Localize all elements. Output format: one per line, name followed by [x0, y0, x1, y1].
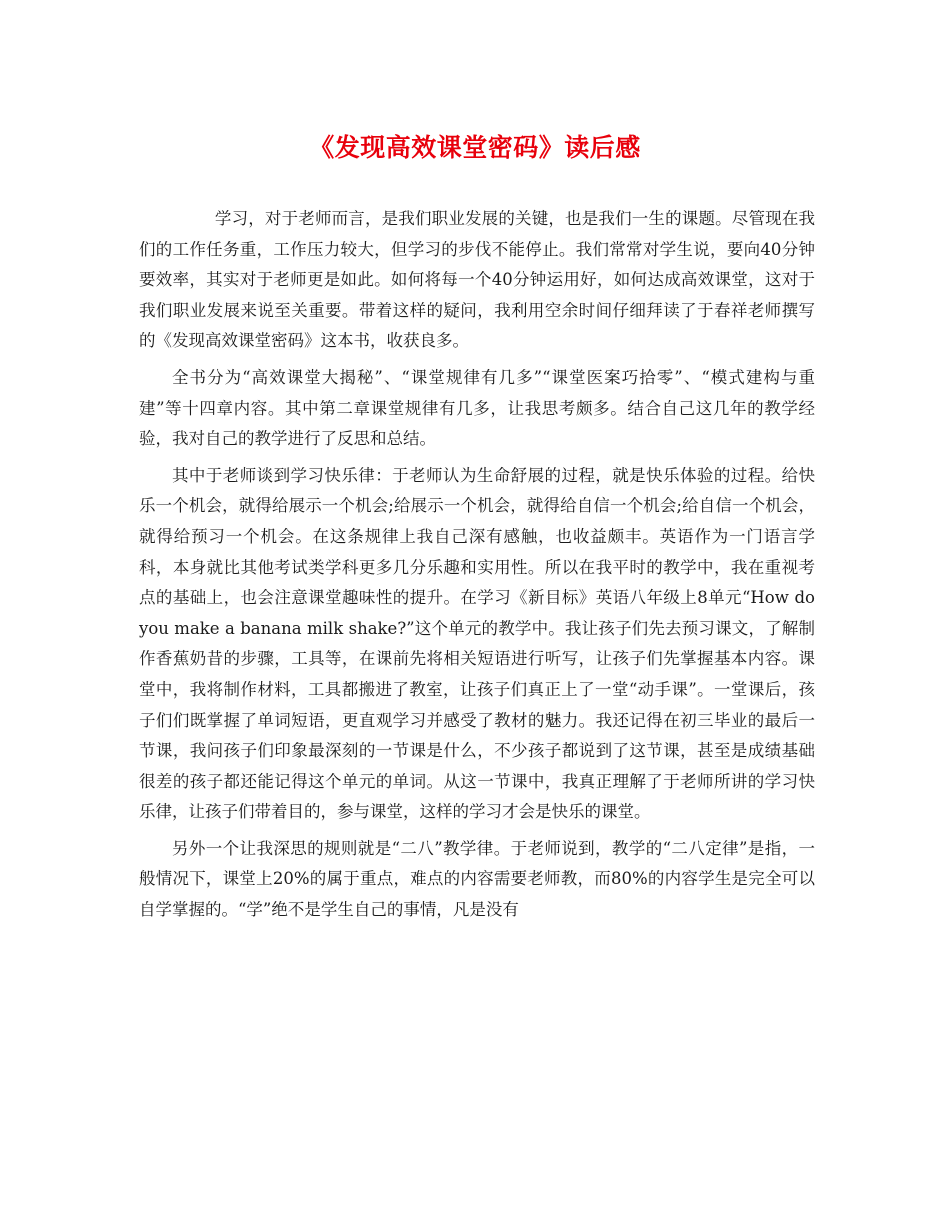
paragraph-4: 另外一个让我深思的规则就是“二八”教学律。于老师说到，教学的“二八定律”是指，一般情况下，课堂上20%的属于重点，难点的内容需要老师教，而80%的内容学生是完全可以自学掌握的。“学”绝不是学生自己的事情，凡是没有	[139, 838, 815, 920]
document-title: 《发现高效课堂密码》读后感	[309, 133, 641, 162]
paragraph-3: 其中于老师谈到学习快乐律：于老师认为生命舒展的过程，就是快乐体验的过程。给快乐一个机会，就得给展示一个机会;给展示一个机会，就得给自信一个机会;给自信一个机会，就得给预习一个机会。在这条规律上我自己深有感触，也收益颇丰。英语作为一门语言学科，本身就比其他考试类学科更多几分乐趣和实用性。所以在我平时的教学中，我在重视考点的基础上，也会注意课堂趣味性的提升。在学习《新目标》英语八年级上8单元“How do you make a banana milk shake?”这个单元的教学中。我让孩子们先去预习课文，了解制作香蕉奶昔的步骤，工具等，在课前先将相关短语进行听写，让孩子们先掌握基本内容。课堂中，我将制作材料，工具都搬进了教室，让孩子们真正上了一堂“动手课”。一堂课后，孩子们们既掌握了单词短语，更直观学习并感受了教材的魅力。我还记得在初三毕业的最后一节课，我问孩子们印象最深刻的一节课是什么，不少孩子都说到了这节课，甚至是成绩基础很差的孩子都还能记得这个单元的单词。从这一节课中，我真正理解了于老师所讲的学习快乐律，让孩子们带着目的，参与课堂，这样的学习才会是快乐的课堂。	[139, 465, 815, 822]
paragraph-2: 全书分为“高效课堂大揭秘”、“课堂规律有几多”“课堂医案巧拾零”、“模式建构与重建”等十四章内容。其中第二章课堂规律有几多，让我思考颇多。结合自己这几年的教学经验，我对自己的教学进行了反思和总结。	[139, 367, 815, 449]
document-body	[139, 204, 815, 932]
paragraph-1: 学习，对于老师而言，是我们职业发展的关键，也是我们一生的课题。尽管现在我们的工作任务重，工作压力较大，但学习的步伐不能停止。我们常常对学生说，要向40分钟要效率，其实对于老师更是如此。如何将每一个40分钟运用好，如何达成高效课堂，这对于我们职业发展来说至关重要。带着这样的疑问，我利用空余时间仔细拜读了于春祥老师撰写的《发现高效课堂密码》这本书，收获良多。	[139, 209, 815, 351]
